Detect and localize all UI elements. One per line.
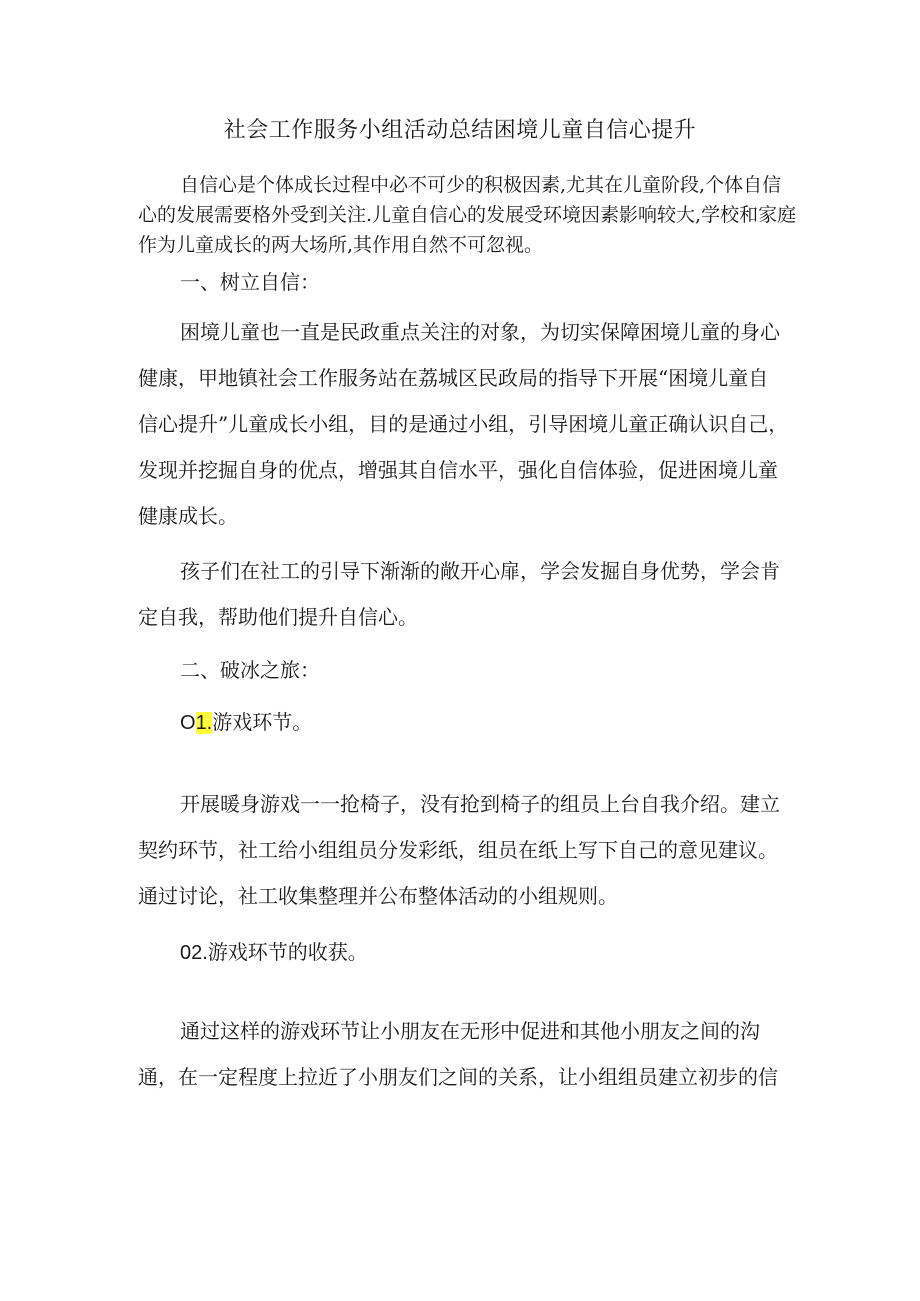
item1-p-line-2: 契约环节，社工给小组组员分发彩纸，组员在纸上写下自己的意见建议。: [138, 838, 778, 862]
section1-p1-line-3: 信心提升”儿童成长小组，目的是通过小组，引导困境儿童正确认识自己，: [138, 412, 789, 436]
item1-p-line-1: 开展暖身游戏一一抢椅子，没有抢到椅子的组员上台自我介绍。建立: [180, 792, 780, 816]
item1-prefix: O: [180, 712, 196, 734]
section1-p1-line-5: 健康成长。: [138, 504, 238, 528]
item1-text: 游戏环节。: [212, 710, 313, 734]
item1-p-line-3: 通过讨论，社工收集整理并公布整体活动的小组规则。: [138, 884, 618, 908]
item2-p-line-1: 通过这样的游戏环节让小朋友在无形中促进和其他小朋友之间的沟: [180, 1019, 760, 1043]
section1-heading: 一、树立自信：: [180, 270, 320, 294]
document-title: 社会工作服务小组活动总结困境儿童自信心提升: [223, 118, 697, 143]
section1-p1-line-2: 健康，甲地镇社会工作服务站在荔城区民政局的指导下开展“困境儿童自: [138, 366, 769, 390]
section2-heading: 二、破冰之旅：: [180, 658, 320, 682]
section1-p1-line-4: 发现并挖掘自身的优点，增强其自信水平，强化自信体验，促进困境儿童: [138, 458, 778, 482]
item2-heading: [180, 938, 368, 967]
intro-paragraph: 自信心是个体成长过程中必不可少的积极因素,尤其在儿童阶段,个体自信心的发展需要格外受到关注.儿童自信心的发展受环境因素影响较大,学校和家庭作为儿童成长的两大场所,其作用自然不可忽视。: [138, 174, 797, 256]
section1-p1-line-1: 困境儿童也一直是民政重点关注的对象，为切实保障困境儿童的身心: [180, 320, 780, 344]
item2-p-line-2: 通，在一定程度上拉近了小朋友们之间的关系，让小组组员建立初步的信: [138, 1065, 778, 1089]
item1-heading: [180, 708, 312, 737]
item2-text: 游戏环节的收获。: [207, 940, 368, 964]
item2-number: 02.: [180, 942, 208, 964]
item1-number-highlight: 1.: [195, 712, 213, 734]
section1-p2-line-2: 定自我，帮助他们提升自信心。: [138, 605, 418, 629]
section1-p2-line-1: 孩子们在社工的引导下渐渐的敞开心扉，学会发掘自身优势，学会肯: [180, 559, 780, 583]
